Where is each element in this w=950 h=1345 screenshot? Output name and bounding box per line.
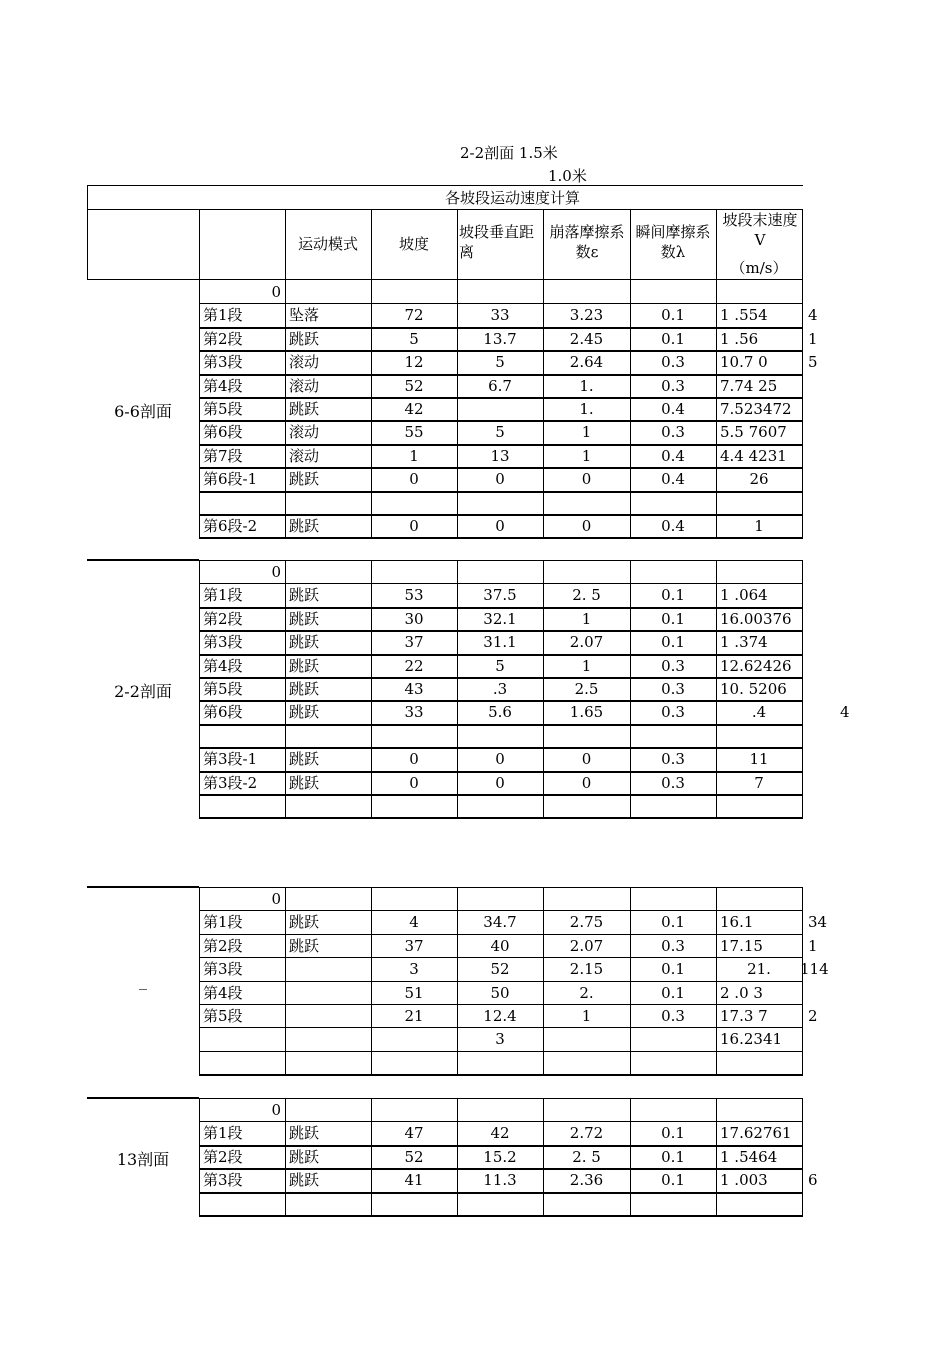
velocity-cell: 16.2341 (720, 1030, 783, 1049)
lambda-cell: 0.1 (661, 983, 685, 1002)
col-divider (802, 280, 803, 537)
slope-cell: 43 (404, 680, 424, 698)
lambda-cell: 0.3 (661, 423, 685, 442)
epsilon-cell: 2.07 (569, 936, 604, 955)
lambda-cell: 0.3 (661, 680, 685, 698)
vertical-distance-cell: 13.7 (483, 329, 517, 348)
mode-cell: 滚动 (289, 376, 320, 395)
epsilon-cell: 2.36 (569, 1171, 604, 1190)
velocity-cell: 17.15 (720, 936, 763, 955)
epsilon-cell: 0 (581, 517, 592, 535)
section-top-border (87, 886, 199, 888)
slope-cell: 5 (409, 329, 419, 348)
vertical-distance-cell: 0 (495, 773, 505, 792)
vertical-distance-cell: 6.7 (488, 376, 512, 395)
slope-cell: 37 (404, 936, 424, 955)
velocity-cell: 10.7 0 (720, 353, 768, 372)
epsilon-cell: 2.64 (569, 353, 604, 372)
velocity-cell (716, 725, 802, 748)
start-value: 0 (271, 890, 281, 908)
caption-line-1: 2-2剖面 1.5米 (460, 144, 558, 162)
mode-cell (285, 1028, 371, 1051)
vertical-distance-cell: 15.2 (483, 1147, 517, 1166)
overflow-digit: 2 (808, 1007, 818, 1025)
section-top-border (199, 1098, 803, 1099)
mode-cell (285, 725, 371, 748)
epsilon-cell: 0 (581, 470, 592, 489)
velocity-cell: 12.62426 (720, 656, 792, 675)
lambda-cell: 0.1 (661, 329, 685, 348)
lambda-cell: 0.1 (661, 913, 685, 932)
segment-cell: 第4段 (203, 376, 243, 395)
velocity-cell: 5.5 7607 (720, 423, 787, 442)
title-top-border (87, 185, 803, 186)
velocity-cell: 17.3 7 (720, 1007, 768, 1025)
vertical-distance-cell: 0 (495, 470, 505, 489)
epsilon-cell (543, 492, 630, 515)
segment-cell: 第5段 (203, 1007, 243, 1025)
section-name: _ (139, 970, 147, 990)
velocity-cell: 1 .003 (720, 1171, 768, 1190)
vertical-distance-cell: 0 (495, 517, 505, 535)
vertical-distance-cell (457, 1052, 543, 1075)
lambda-cell: 0.1 (661, 1124, 685, 1143)
vertical-distance-cell: 42 (490, 1124, 510, 1143)
epsilon-cell: 1. (579, 376, 594, 395)
mode-cell: 滚动 (289, 353, 320, 372)
lambda-cell: 0.1 (661, 586, 685, 605)
col-divider (802, 1098, 803, 1215)
slope-cell: 55 (404, 423, 424, 442)
lambda-cell: 0.1 (661, 306, 685, 325)
segment-cell: 第3段-2 (203, 773, 258, 792)
vertical-distance-cell: 50 (490, 983, 510, 1002)
start-value: 0 (271, 563, 281, 581)
slope-cell: 53 (404, 586, 424, 605)
header-col-divider (199, 209, 200, 279)
slope-cell (371, 492, 457, 515)
lambda-cell: 0.3 (661, 353, 685, 372)
segment-cell: 第1段 (203, 1124, 243, 1143)
epsilon-cell (543, 1193, 630, 1216)
lambda-cell: 0.3 (661, 656, 685, 675)
overflow-digit: 4 (808, 306, 818, 325)
slope-cell: 1 (409, 446, 419, 465)
header-col-divider (457, 209, 458, 279)
slope-cell: 0 (409, 750, 419, 769)
lambda-cell (630, 725, 716, 748)
lambda-cell: 0.3 (661, 703, 685, 722)
title-left-border (87, 185, 88, 279)
header-col-divider (716, 209, 717, 279)
vertical-distance-cell: 11.3 (483, 1171, 517, 1190)
vertical-distance-cell: 0 (495, 750, 505, 769)
epsilon-cell (543, 1052, 630, 1075)
lambda-cell (630, 795, 716, 818)
vertical-distance-cell: 33 (490, 306, 510, 325)
slope-cell: 42 (404, 400, 424, 418)
header-vertical-distance: 坡段垂直距离 (459, 223, 535, 261)
mode-cell: 跳跃 (289, 703, 320, 722)
mode-cell: 跳跃 (289, 750, 320, 769)
slope-cell: 47 (404, 1124, 424, 1143)
segment-cell: 第1段 (203, 306, 243, 325)
segment-cell: 第5段 (203, 400, 243, 418)
velocity-cell: 26 (749, 470, 769, 489)
segment-cell (199, 1052, 285, 1075)
mode-cell: 跳跃 (289, 1124, 320, 1143)
velocity-cell (716, 795, 802, 818)
lambda-cell: 0.4 (661, 517, 685, 535)
vertical-distance-cell: 13 (490, 446, 510, 465)
lambda-cell: 0.1 (661, 609, 685, 628)
header-velocity: 坡段末速度V (722, 211, 798, 249)
section-top-border (87, 559, 199, 561)
section-name: 2-2剖面 (114, 681, 172, 701)
epsilon-cell: 2.5 (574, 680, 599, 698)
slope-cell: 51 (404, 983, 424, 1002)
vertical-distance-cell (457, 1193, 543, 1216)
lambda-cell: 0.4 (661, 470, 685, 489)
velocity-cell: 16.1 (720, 913, 754, 932)
segment-cell: 第1段 (203, 913, 243, 932)
vertical-distance-cell: 37.5 (483, 586, 517, 605)
velocity-cell: .4 (751, 703, 767, 722)
mode-cell: 跳跃 (289, 633, 320, 652)
slope-cell: 33 (404, 703, 424, 722)
mode-cell: 坠落 (289, 306, 320, 325)
lambda-cell: 0.3 (661, 376, 685, 395)
mode-cell: 跳跃 (289, 400, 320, 418)
lambda-cell (630, 1028, 716, 1051)
slope-cell (371, 725, 457, 748)
mode-cell: 跳跃 (289, 773, 320, 792)
mode-cell: 跳跃 (289, 329, 320, 348)
vertical-distance-cell: 52 (490, 960, 510, 979)
mode-cell (285, 795, 371, 818)
velocity-cell: 16.00376 (720, 609, 792, 628)
segment-cell: 第6段 (203, 423, 243, 442)
epsilon-cell: 1.65 (569, 703, 604, 722)
title-bottom-border (87, 209, 803, 210)
epsilon-cell: 2. (579, 983, 594, 1002)
segment-cell (199, 1028, 285, 1051)
segment-cell: 第3段-1 (203, 750, 258, 769)
vertical-distance-cell (457, 398, 543, 421)
header-bottom-border (87, 279, 803, 280)
segment-cell: 第6段-2 (203, 517, 258, 535)
mode-cell (285, 1193, 371, 1216)
epsilon-cell: 0 (581, 773, 592, 792)
slope-cell: 4 (409, 913, 419, 932)
segment-cell: 第7段 (203, 446, 243, 465)
section-top-border (199, 560, 803, 561)
mode-cell: 跳跃 (289, 913, 320, 932)
header-col-divider (543, 209, 544, 279)
mode-cell: 滚动 (289, 446, 320, 465)
vertical-distance-cell (457, 492, 543, 515)
header-lambda: 瞬间摩擦系数λ (635, 223, 711, 261)
lambda-cell: 0.1 (661, 960, 685, 979)
velocity-cell: 21. (747, 960, 771, 979)
segment-cell (199, 725, 285, 748)
slope-cell: 37 (404, 633, 424, 652)
epsilon-cell: 0 (581, 750, 592, 769)
vertical-distance-cell: 5 (495, 423, 505, 442)
lambda-cell: 0.3 (661, 773, 685, 792)
epsilon-cell: 1. (579, 400, 594, 418)
vertical-distance-cell: 34.7 (483, 913, 517, 932)
mode-cell: 跳跃 (289, 609, 320, 628)
epsilon-cell: 2.15 (569, 960, 604, 979)
section-name: 6-6剖面 (114, 401, 172, 421)
slope-cell (371, 1028, 457, 1051)
vertical-distance-cell (457, 725, 543, 748)
mode-cell: 跳跃 (289, 586, 320, 605)
lambda-cell (630, 492, 716, 515)
segment-cell: 第2段 (203, 609, 243, 628)
epsilon-cell: 2.75 (569, 913, 604, 932)
header-col-divider (285, 209, 286, 279)
section-top-border (87, 1097, 199, 1099)
velocity-cell: 17.62761 (720, 1124, 792, 1143)
slope-cell: 41 (404, 1171, 424, 1190)
segment-cell (199, 492, 285, 515)
start-value: 0 (271, 1101, 281, 1119)
lambda-cell: 0.4 (661, 400, 685, 418)
slope-cell: 0 (409, 773, 419, 792)
velocity-cell: 2 .0 3 (720, 983, 763, 1002)
slope-cell: 52 (404, 376, 424, 395)
slope-cell: 0 (409, 470, 419, 489)
velocity-cell: 1 .374 (720, 633, 768, 652)
mode-cell (285, 1005, 371, 1028)
segment-cell: 第5段 (203, 680, 243, 698)
vertical-distance-cell: 3 (495, 1030, 505, 1049)
velocity-cell: 7.74 25 (720, 376, 778, 395)
epsilon-cell (543, 795, 630, 818)
lambda-cell: 0.4 (661, 446, 685, 465)
slope-cell: 72 (404, 306, 424, 325)
mode-cell: 跳跃 (289, 1147, 320, 1166)
lambda-cell: 0.1 (661, 1147, 685, 1166)
slope-cell: 22 (404, 656, 424, 675)
velocity-cell (716, 1193, 802, 1216)
slope-cell: 0 (409, 517, 419, 535)
segment-cell: 第4段 (203, 656, 243, 675)
epsilon-cell: 2.45 (569, 329, 604, 348)
lambda-cell: 0.3 (661, 750, 685, 769)
lambda-cell: 0.3 (661, 936, 685, 955)
vertical-distance-cell: 12.4 (483, 1007, 517, 1025)
vertical-distance-cell: 32.1 (483, 609, 517, 628)
header-velocity-unit: （m/s） (730, 259, 788, 277)
slope-cell: 30 (404, 609, 424, 628)
mode-cell: 跳跃 (289, 680, 320, 698)
mode-cell (285, 958, 371, 981)
overflow-digit: 6 (808, 1171, 818, 1190)
vertical-distance-cell: 5 (495, 353, 505, 372)
segment-cell: 第3段 (203, 960, 243, 979)
lambda-cell: 0.1 (661, 633, 685, 652)
epsilon-cell: 1 (581, 609, 592, 628)
overflow-digit: 34 (808, 913, 828, 932)
velocity-cell: 1 .554 (720, 306, 768, 325)
section-top-border (199, 887, 803, 888)
velocity-cell (716, 1052, 802, 1075)
segment-cell: 第2段 (203, 936, 243, 955)
mode-cell: 跳跃 (289, 936, 320, 955)
slope-cell (371, 1193, 457, 1216)
epsilon-cell: 1 (581, 446, 592, 465)
epsilon-cell: 1 (581, 1007, 592, 1025)
segment-cell: 第3段 (203, 1171, 243, 1190)
overflow-digit: 5 (808, 353, 818, 372)
mode-cell (285, 1052, 371, 1075)
epsilon-cell: 3.23 (569, 306, 604, 325)
epsilon-cell (543, 725, 630, 748)
epsilon-cell: 1 (581, 423, 592, 442)
slope-cell: 21 (404, 1007, 424, 1025)
header-col-divider (371, 209, 372, 279)
epsilon-cell (543, 1028, 630, 1051)
velocity-cell: 10. 5206 (720, 680, 787, 698)
mode-cell: 跳跃 (289, 1171, 320, 1190)
vertical-distance-cell: 40 (490, 936, 510, 955)
slope-cell (371, 795, 457, 818)
vertical-distance-cell: 5 (495, 656, 505, 675)
velocity-cell: 4.4 4231 (720, 446, 787, 465)
slope-cell: 3 (409, 960, 419, 979)
epsilon-cell: 2.07 (569, 633, 604, 652)
overflow-digit: 1 (808, 329, 818, 348)
epsilon-cell: 1 (581, 656, 592, 675)
table-title: 各坡段运动速度计算 (445, 189, 581, 207)
header-col-divider (802, 209, 803, 279)
header-col-divider (630, 209, 631, 279)
segment-cell (199, 1193, 285, 1216)
vertical-distance-cell: .3 (492, 680, 508, 698)
segment-cell: 第4段 (203, 983, 243, 1002)
overflow-digit: 114 (800, 960, 829, 979)
slope-cell: 12 (404, 353, 424, 372)
segment-cell: 第3段 (203, 353, 243, 372)
section-name: 13剖面 (116, 1149, 170, 1169)
header-mode: 运动模式 (297, 235, 358, 253)
velocity-cell: 7 (754, 773, 764, 792)
header-epsilon: 崩落摩擦系数ε (549, 223, 625, 261)
velocity-cell: 1 .56 (720, 329, 759, 348)
epsilon-cell: 2.72 (569, 1124, 604, 1143)
velocity-cell: 7.523472 (720, 400, 792, 418)
mode-cell (285, 492, 371, 515)
vertical-distance-cell: 31.1 (483, 633, 517, 652)
segment-cell: 第2段 (203, 329, 243, 348)
velocity-cell: 1 .064 (720, 586, 768, 605)
lambda-cell: 0.3 (661, 1007, 685, 1025)
start-value: 0 (271, 283, 281, 301)
segment-cell: 第1段 (203, 586, 243, 605)
lambda-cell (630, 1193, 716, 1216)
mode-cell: 跳跃 (289, 656, 320, 675)
caption-line-2: 1.0米 (548, 167, 587, 185)
velocity-cell: 11 (749, 750, 769, 769)
lambda-cell: 0.1 (661, 1171, 685, 1190)
vertical-distance-cell: 5.6 (488, 703, 512, 722)
segment-cell (199, 795, 285, 818)
segment-cell: 第2段 (203, 1147, 243, 1166)
velocity-cell (716, 492, 802, 515)
slope-cell (371, 1052, 457, 1075)
col-divider (802, 560, 803, 817)
vertical-distance-cell (457, 795, 543, 818)
mode-cell: 跳跃 (289, 517, 320, 535)
overflow-digit: 1 (808, 936, 818, 955)
lambda-cell (630, 1052, 716, 1075)
segment-cell: 第3段 (203, 633, 243, 652)
slope-cell: 52 (404, 1147, 424, 1166)
segment-cell: 第6段 (203, 703, 243, 722)
overflow-digit: 4 (840, 703, 850, 722)
epsilon-cell: 2. 5 (572, 586, 601, 605)
velocity-cell: 1 .5464 (720, 1147, 778, 1166)
epsilon-cell: 2. 5 (572, 1147, 601, 1166)
header-slope: 坡度 (398, 235, 429, 253)
velocity-cell: 1 (754, 517, 764, 535)
mode-cell: 滚动 (289, 423, 320, 442)
mode-cell: 跳跃 (289, 470, 320, 489)
segment-cell: 第6段-1 (203, 470, 258, 489)
mode-cell (285, 982, 371, 1005)
